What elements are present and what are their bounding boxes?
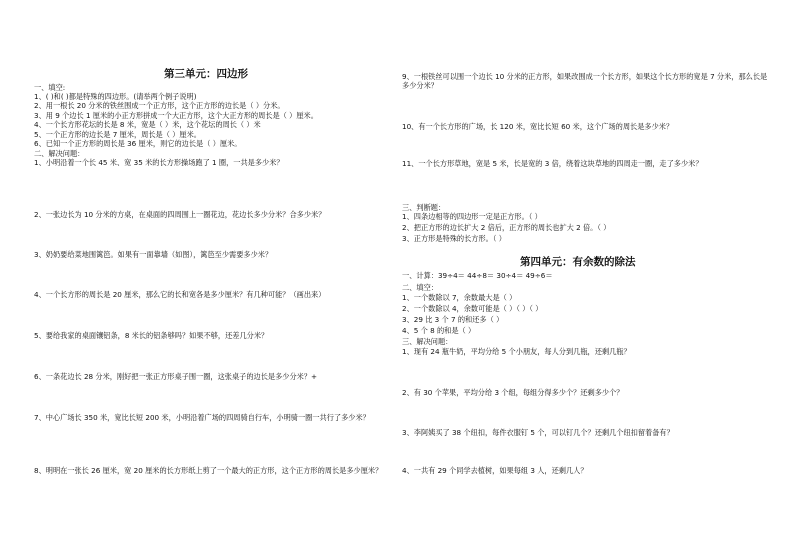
fill-item-5: 5、一个正方形的边长是 7 厘米，周长是（ ）厘米。 <box>34 130 201 139</box>
calc-line: 一、计算：39÷4＝ 44÷8＝ 30÷4＝ 49÷6＝ <box>402 271 553 280</box>
problem-6: 6、一条花边长 28 分米，刚好把一张正方形桌子围一圈，这张桌子的边长是多少分米？+ <box>34 372 318 381</box>
fill-item-1: 1、( )和( )都是特殊的四边形。(请举两个例子说明) <box>34 92 197 101</box>
problem-9: 9、一根铁丝可以围一个边长 10 分米的正方形，如果改围成一个长方形，如果这个长方形的宽是 7 分米，那么长是多少分米？ <box>402 72 768 90</box>
unit4-problem-1: 1、现有 24 瓶牛奶，平均分给 5 个小朋友，每人分到几瓶，还剩几瓶？ <box>402 347 631 356</box>
unit4-fill-4: 4、5 个 8 的和是（ ） <box>402 326 476 335</box>
problem-8: 8、明明在一张长 26 厘米，宽 20 厘米的长方形纸上剪了一个最大的正方形，这个正方形的周长是多少厘米？ <box>34 466 383 475</box>
problem-11: 11、一个长方形草地，宽是 5 米，长是宽的 3 倍，绕着这块草地的四周走一圈，走了多少米？ <box>402 159 703 168</box>
unit4-fill-1: 1、一个数除以 7，余数最大是（ ） <box>402 293 517 302</box>
unit4-problem-2: 2、有 30 个苹果，平均分给 3 个组，每组分得多少个？还剩多少个？ <box>402 388 624 397</box>
problem-10: 10、有一个长方形的广场，长 120 米，宽比长短 60 米，这个广场的周长是多少米？ <box>402 122 674 131</box>
judge-item-3: 3、正方形是特殊的长方形。（ ） <box>402 234 506 243</box>
problem-3: 3、奶奶要给菜地围篱笆。如果有一面靠墙（如图），篱笆至少需要多少米？ <box>34 250 273 259</box>
section3-heading: 三、判断题： <box>402 203 446 212</box>
unit4-problem-4: 4、一共有 29 个同学去植树，如果每组 3 人，还剩几人？ <box>402 466 588 475</box>
unit4-fill-2: 2、一个数除以 4，余数可能是（ ）（ ）（ ） <box>402 304 543 313</box>
unit4-fill-heading: 二、填空： <box>402 283 438 292</box>
judge-item-2: 2、把正方形的边长扩大 2 倍后，正方形的周长也扩大 2 倍。（ ） <box>402 223 611 232</box>
section2-heading: 二、解决问题： <box>34 149 85 158</box>
problem-7: 7、中心广场长 350 米，宽比长短 200 米，小明沿着广场的四周骑自行车，小明骑一圈一共行了多少米？ <box>34 413 370 422</box>
unit4-fill-3: 3、29 比 3 个 7 的和还多（ ） <box>402 315 504 324</box>
fill-item-6: 6、已知一个正方形的周长是 36 厘米，则它的边长是（ ）厘米。 <box>34 139 242 148</box>
unit4-title: 第四单元：有余数的除法 <box>520 256 636 268</box>
unit4-solve-heading: 三、解决问题： <box>402 337 453 346</box>
fill-item-4: 4、一个长方形花坛的长是 8 米，宽是（ ）米，这个花坛的周长（ ）米 <box>34 120 261 129</box>
unit4-problem-3: 3、李阿姨买了 38 个纽扣，每件衣服钉 5 个，可以钉几个？还剩几个纽扣留着备有？ <box>402 428 674 437</box>
fill-item-3: 3、用 9 个边长 1 厘米的小正方形拼成一个大正方形，这个大正方形的周长是（ ）厘米。 <box>34 111 318 120</box>
fill-item-2: 2、用一根长 20 分米的铁丝围成一个正方形，这个正方形的边长是（ ）分米。 <box>34 101 285 110</box>
problem-5: 5、要给我家的桌面镶铝条，8 米长的铝条够吗？如果不够，还差几分米？ <box>34 331 269 340</box>
problem-1: 1、小明沿着一个长 45 米、宽 35 米的长方形操场跑了 1 圈，一共是多少米？ <box>34 158 284 167</box>
unit3-title: 第三单元：四边形 <box>164 68 248 80</box>
section1-heading: 一、填空: <box>34 83 66 92</box>
judge-item-1: 1、四条边相等的四边形一定是正方形。（ ） <box>402 212 542 221</box>
problem-2: 2、一张边长为 10 分米的方桌，在桌面的四周围上一圈花边，花边长多少分米？合多少米？ <box>34 210 326 219</box>
problem-4: 4、一个长方形的周长是 20 厘米，那么它的长和宽各是多少厘米？有几种可能？（画出来） <box>34 290 326 299</box>
